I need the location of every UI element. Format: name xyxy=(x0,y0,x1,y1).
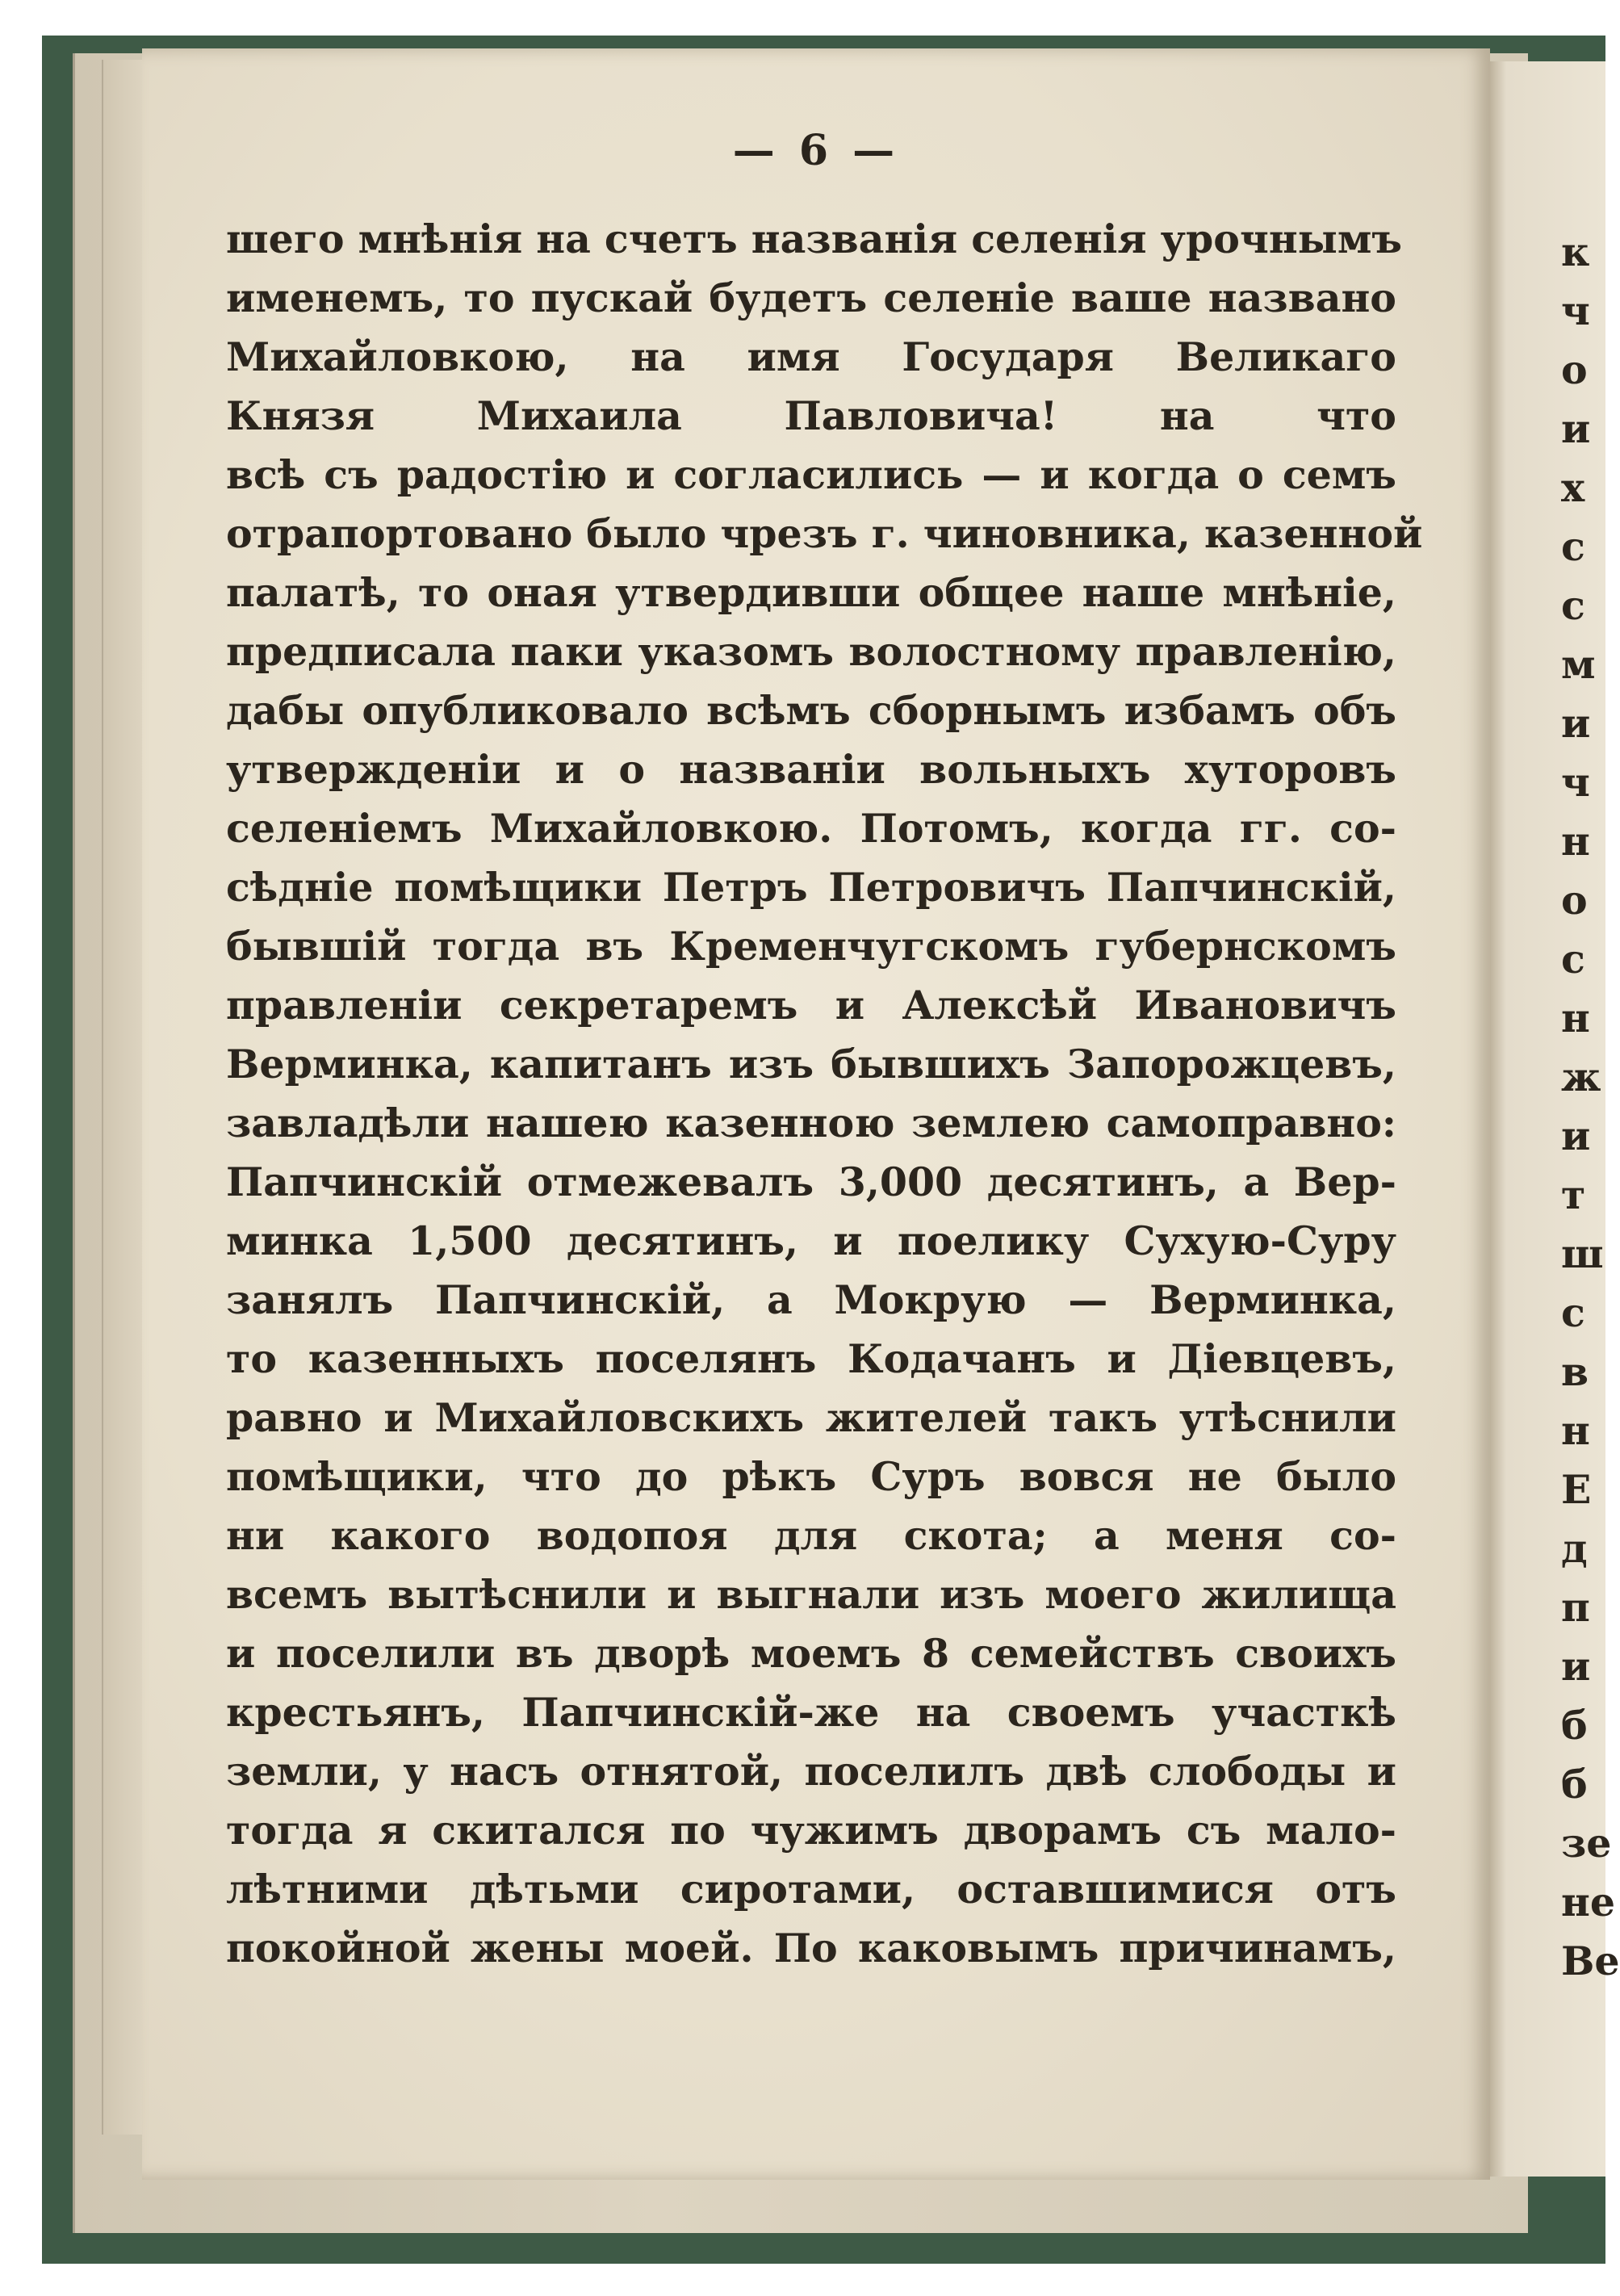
right-page-line-fragment: с xyxy=(1561,1289,1585,1336)
left-page xyxy=(142,48,1490,2180)
text-line: именемъ, то пускай будетъ селеніе ваше названо xyxy=(226,274,1396,321)
right-page-line-fragment: о xyxy=(1561,877,1588,924)
right-page-line-fragment: н xyxy=(1561,818,1590,865)
page-number: — 6 — xyxy=(732,126,900,175)
right-page-line-fragment: н xyxy=(1561,995,1590,1041)
text-line: помѣщики, что до рѣкъ Суръ вовся не было xyxy=(226,1453,1396,1500)
text-line: отрапортовано было чрезъ г. чиновника, казенной xyxy=(226,510,1423,557)
text-line: тогда я скитался по чужимъ дворамъ съ мало- xyxy=(226,1807,1396,1854)
right-page-line-fragment: ш xyxy=(1561,1230,1604,1277)
text-line: Князя Михаила Павловича! на что xyxy=(226,392,1396,439)
right-page-line-fragment: ч xyxy=(1561,759,1590,806)
right-page-line-fragment: ч xyxy=(1561,287,1590,334)
text-line: правленіи секретаремъ и Алексѣй Ивановичъ xyxy=(226,982,1396,1029)
text-line: занялъ Папчинскій, а Мокрую — Верминка, xyxy=(226,1276,1396,1323)
right-page xyxy=(1490,61,1620,2177)
text-line: Михайловкою, на имя Государя Великаго xyxy=(226,333,1396,380)
right-page-line-fragment: о xyxy=(1561,346,1588,393)
right-page-line-fragment: м xyxy=(1561,641,1596,688)
text-line: всемъ вытѣснили и выгнали изъ моего жилища xyxy=(226,1571,1396,1618)
text-line: завладѣли нашею казенною землею самоправно: xyxy=(226,1100,1396,1146)
text-line: палатѣ, то оная утвердивши общее наше мнѣніе, xyxy=(226,569,1396,616)
right-page-line-fragment: с xyxy=(1561,523,1585,570)
text-line: лѣтними дѣтьми сиротами, оставшимися отъ xyxy=(226,1866,1396,1913)
text-line: минка 1,500 десятинъ, и поелику Сухую-Суру xyxy=(226,1217,1396,1264)
right-page-line-fragment: и xyxy=(1561,1112,1591,1159)
right-page-line-fragment: б xyxy=(1561,1761,1588,1808)
right-page-line-fragment: ж xyxy=(1561,1054,1601,1100)
text-line: всѣ съ радостію и согласились — и когда о семъ xyxy=(226,451,1396,498)
text-line: крестьянъ, Папчинскій-же на своемъ участкѣ xyxy=(226,1689,1396,1736)
right-page-line-fragment: Ве xyxy=(1561,1938,1620,1984)
right-page-line-fragment: б xyxy=(1561,1702,1588,1749)
right-page-line-fragment: с xyxy=(1561,582,1585,629)
right-page-line-fragment: и xyxy=(1561,700,1591,747)
text-line: земли, у насъ отнятой, поселилъ двѣ слободы и xyxy=(226,1748,1396,1795)
text-line: утвержденіи и о названіи вольныхъ хуторовъ xyxy=(226,746,1396,793)
text-line: дабы опубликовало всѣмъ сборнымъ избамъ объ xyxy=(226,687,1396,734)
text-line: шего мнѣнія на счетъ названія селенія урочнымъ xyxy=(226,216,1402,262)
text-line: покойной жены моей. По каковымъ причинамъ, xyxy=(226,1925,1396,1971)
text-line: бывшій тогда въ Кременчугскомъ губернскомъ xyxy=(226,923,1396,970)
right-page-line-fragment: не xyxy=(1561,1879,1616,1925)
right-page-line-fragment: н xyxy=(1561,1407,1590,1454)
text-line: Верминка, капитанъ изъ бывшихъ Запорожцевъ, xyxy=(226,1041,1396,1087)
text-line: и поселили въ дворѣ моемъ 8 семействъ своихъ xyxy=(226,1630,1396,1677)
text-line: равно и Михайловскихъ жителей такъ утѣснили xyxy=(226,1394,1396,1441)
text-line: предписала паки указомъ волостному правленію, xyxy=(226,628,1396,675)
page-text xyxy=(226,210,1423,1978)
right-page-line-fragment: Е xyxy=(1561,1466,1592,1513)
right-page-line-fragment: с xyxy=(1561,936,1585,983)
text-line: ни какого водопоя для скота; а меня со- xyxy=(226,1512,1396,1559)
right-page-line-fragment: д xyxy=(1561,1525,1588,1572)
text-line: селеніемъ Михайловкою. Потомъ, когда гг. со- xyxy=(226,805,1396,852)
text-line: сѣдніе помѣщики Петръ Петровичъ Папчинскій, xyxy=(226,864,1396,911)
right-page-line-fragment: в xyxy=(1561,1348,1589,1395)
right-page-line-fragment: и xyxy=(1561,405,1591,452)
text-line: Папчинскій отмежевалъ 3,000 десятинъ, а Вер- xyxy=(226,1158,1396,1205)
right-page-line-fragment: зе xyxy=(1561,1820,1612,1867)
right-page-line-fragment: п xyxy=(1561,1584,1590,1631)
right-page-line-fragment: т xyxy=(1561,1171,1586,1218)
right-page-line-fragment: и xyxy=(1561,1643,1591,1690)
right-page-line-fragment: х xyxy=(1561,464,1585,511)
right-page-text-fragment xyxy=(1561,223,1620,1991)
right-page-line-fragment: к xyxy=(1561,228,1590,275)
text-line: то казенныхъ поселянъ Кодачанъ и Діевцевъ, xyxy=(226,1335,1396,1382)
